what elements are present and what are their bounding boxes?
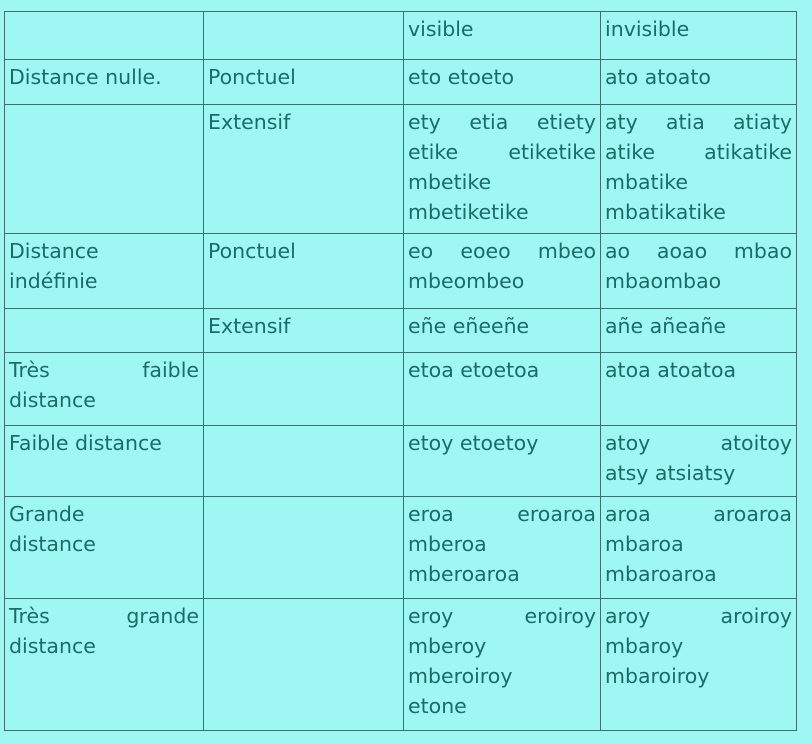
row-aspect: Extensif [204, 309, 404, 353]
visible-forms-cell [404, 309, 601, 353]
table-row [5, 60, 797, 105]
visible-form: mbetiketike [408, 200, 529, 224]
header-cell-empty-1 [5, 12, 204, 60]
row-label-line: Très grande [9, 604, 199, 628]
visible-form: mberoaroa [408, 562, 520, 586]
row-label [5, 234, 204, 309]
invisible-form: atike atikatike [605, 140, 792, 164]
invisible-form: atsy atsiatsy [605, 461, 736, 485]
row-label-line: Distance [9, 239, 99, 263]
table-row [5, 234, 797, 309]
header-row [5, 12, 797, 60]
visible-forms-cell [404, 599, 601, 731]
invisible-forms-cell [601, 234, 797, 309]
row-label-line: indéfinie [9, 269, 98, 293]
visible-form: mbetike [408, 170, 492, 194]
row-label-line: Très faible [9, 358, 199, 382]
invisible-form: ao aoao mbao [605, 239, 792, 263]
row-label [5, 599, 204, 731]
visible-form: etone [408, 694, 467, 718]
row-label [5, 105, 204, 234]
visible-form: eto etoeto [408, 65, 515, 89]
invisible-forms-cell [601, 353, 797, 426]
header-cell-empty-2 [204, 12, 404, 60]
row-aspect [204, 599, 404, 731]
invisible-form: mbaroa [605, 532, 684, 556]
row-label [5, 497, 204, 599]
visible-forms-cell [404, 426, 601, 497]
invisible-forms-cell [601, 309, 797, 353]
table-row [5, 497, 797, 599]
visible-form: mberoy [408, 634, 487, 658]
invisible-form: mbaroaroa [605, 562, 717, 586]
table-row [5, 309, 797, 353]
invisible-form: mbaroy [605, 634, 684, 658]
visible-form: eroy eroiroy [408, 604, 596, 628]
visible-forms-cell [404, 60, 601, 105]
invisible-form: mbaombao [605, 269, 722, 293]
row-label-line: distance [9, 388, 96, 412]
visible-form: etike etiketike [408, 140, 596, 164]
visible-form: etoy etoetoy [408, 431, 539, 455]
row-label-line: distance [9, 532, 96, 556]
row-label: Faible distance [5, 426, 204, 497]
visible-form: ety etia etiety [408, 110, 596, 134]
visible-forms-cell [404, 353, 601, 426]
header-cell-invisible: invisible [601, 12, 797, 60]
row-aspect [204, 353, 404, 426]
invisible-form: aroy aroiroy [605, 604, 792, 628]
invisible-form: aroa aroaroa [605, 502, 792, 526]
row-aspect: Ponctuel [204, 60, 404, 105]
visible-form: etoa etoetoa [408, 358, 540, 382]
visible-form: eñe eñeeñe [408, 314, 530, 338]
invisible-form: atoy atoitoy [605, 431, 792, 455]
table-row [5, 599, 797, 731]
row-label-line: distance [9, 634, 96, 658]
row-aspect: Extensif [204, 105, 404, 234]
row-aspect [204, 497, 404, 599]
invisible-form: mbatikatike [605, 200, 726, 224]
invisible-forms-cell [601, 426, 797, 497]
visible-form: eo eoeo mbeo [408, 239, 596, 263]
deictic-table-container [4, 11, 797, 731]
invisible-forms-cell [601, 60, 797, 105]
invisible-form: mbaroiroy [605, 664, 710, 688]
visible-form: eroa eroaroa [408, 502, 596, 526]
row-label [5, 309, 204, 353]
header-cell-visible: visible [404, 12, 601, 60]
table-row [5, 353, 797, 426]
invisible-form: aty atia atiaty [605, 110, 792, 134]
visible-forms-cell [404, 234, 601, 309]
table-row [5, 426, 797, 497]
deictic-table [4, 11, 797, 731]
visible-form: mberoiroy [408, 664, 513, 688]
invisible-form: mbatike [605, 170, 689, 194]
row-aspect [204, 426, 404, 497]
visible-forms-cell [404, 497, 601, 599]
row-label [5, 353, 204, 426]
visible-forms-cell [404, 105, 601, 234]
invisible-form: ato atoato [605, 65, 711, 89]
visible-form: mbeombeo [408, 269, 525, 293]
invisible-forms-cell [601, 497, 797, 599]
row-label: Distance nulle. [5, 60, 204, 105]
invisible-form: atoa atoatoa [605, 358, 737, 382]
row-label-line: Grande [9, 502, 85, 526]
invisible-forms-cell [601, 105, 797, 234]
invisible-form: añe añeañe [605, 314, 727, 338]
invisible-forms-cell [601, 599, 797, 731]
table-row [5, 105, 797, 234]
row-aspect: Ponctuel [204, 234, 404, 309]
visible-form: mberoa [408, 532, 487, 556]
